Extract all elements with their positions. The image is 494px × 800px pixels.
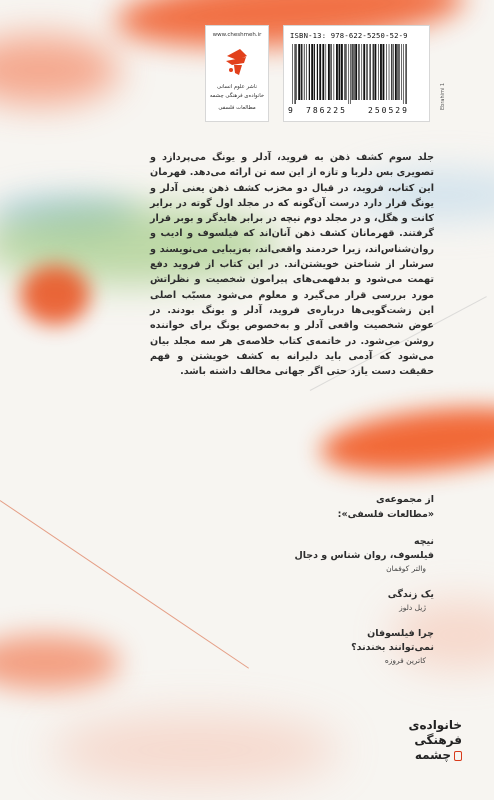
barcode-bar (366, 44, 367, 100)
series-heading: از مجموعه‌ی (375, 494, 434, 505)
book-author: ژیل دلوز (399, 603, 426, 612)
logo-line-3 (392, 748, 462, 763)
barcode-bar (386, 44, 387, 100)
barcode-bar (341, 44, 343, 100)
cultural-family-logo (392, 718, 462, 763)
book-subtitle: فیلسوف، روان شناس و دجال (294, 550, 434, 561)
publisher-series: مطالعات فلسفی (218, 105, 256, 111)
barcode-bar (296, 44, 297, 100)
barcode-bar (348, 44, 349, 104)
barcode-bar (378, 44, 379, 100)
barcode-bar (361, 44, 362, 100)
book-subtitle: نمی‌توانند بخندند؟ (351, 642, 434, 653)
book-description: جلد سوم کشف ذهن به فروید، آدلر و یونگ می‌پردازد و تصویری بس دلربا و تازه از این سه تن ارائه می‌دهد. قهرمان این کتاب، فروید، در قبال دو مخزب کشف ذهن یعنی آدلر و یونگ قرار دارد درست آن‌گونه که در مجلد اول گوته در برابر کانت و هگل، و در مجلد دوم نیچه در برابر هایدگر و بوبر قرار گرفتند. قهرمانان کشف ذهن آنان‌اند که فیلسوف و ادیب و روان‌شناس‌اند، زیرا خردمند واقعی‌اند، به‌زیبایی می‌نویسند و سرشار از شناختن خویشتن‌اند. در این کتاب از فروید دفع تهمت می‌شود و بدفهمی‌های پیرامون شخصیت و نظراتش مورد بررسی قرار می‌گیرد و معلوم می‌شود مسبّب اصلی این زشت‌گویی‌ها درباره‌ی فروید، آدلر و یونگ بودند. در عوض شخصیت واقعی آدلر و به‌خصوص یونگ برای خواننده روشن می‌شود. در خاتمه‌ی کتاب خلاصه‌ی هر سه مجلد بیان می‌شود که آدمی باید دلیرانه به کشف خویشتن و فهم حقیقت دست یازد حتی اگر جهانی مخالف داشته باشد. (150, 152, 434, 378)
series-book (214, 535, 434, 575)
barcode-bar (339, 44, 341, 100)
series-list (214, 492, 434, 667)
publisher-url[interactable]: www.cheshmeh.ir (212, 32, 262, 38)
barcode-bar (314, 44, 315, 100)
series-book (214, 588, 434, 614)
barcode-bar (336, 44, 338, 100)
barcode-bar (306, 44, 307, 100)
series-book (214, 627, 434, 667)
barcode-bar (405, 44, 406, 104)
barcode-bar (352, 44, 353, 100)
barcode-bar (325, 44, 326, 100)
brush-stroke-orange-mid (20, 265, 90, 325)
publisher-box (205, 25, 269, 122)
logo-mark-icon (454, 751, 462, 761)
barcode-bar (370, 44, 371, 100)
brush-stroke-orange-left-top (0, 35, 120, 105)
barcode-bars (292, 44, 420, 104)
barcode-bar (304, 44, 305, 100)
barcode-bar (403, 44, 404, 104)
brush-stroke-orange-bottom (0, 635, 120, 690)
barcode-bar (294, 44, 295, 104)
barcode-bar (334, 44, 335, 100)
barcode-bar (383, 44, 385, 100)
barcode-group-1: 786225 (306, 106, 347, 115)
barcode-bar (330, 44, 331, 100)
barcode-bar (380, 44, 382, 100)
barcode-bar (319, 44, 321, 100)
barcode-bar (358, 44, 359, 100)
barcode-bar (399, 44, 400, 100)
barcode-first-digit: 9 (288, 106, 293, 115)
logo-line-1: خانواده‌ی (408, 718, 462, 732)
barcode-bar (298, 44, 300, 100)
barcode-bar (311, 44, 313, 100)
book-author: کاترین فروزه (384, 656, 426, 665)
barcode-bar (401, 44, 402, 100)
spine-code-label: Ebrahimi 1 (440, 82, 446, 110)
barcode-box (283, 25, 430, 122)
barcode-bar (301, 44, 302, 100)
barcode-bar (391, 44, 392, 100)
barcode-bar (328, 44, 330, 100)
barcode-bar (355, 44, 357, 100)
barcode-bar (374, 44, 376, 100)
barcode-bar (345, 44, 346, 100)
barcode-bar (322, 44, 324, 100)
barcode-bar (353, 44, 354, 100)
barcode-bar (373, 44, 374, 100)
brush-stroke-orange-right (317, 398, 494, 482)
publisher-tagline: ناشر علوم انسانی (217, 84, 257, 90)
book-author: والتر کوفمان (386, 564, 426, 573)
brush-stroke-peach-bottom (50, 715, 340, 785)
barcode-bar (309, 44, 310, 100)
barcode-bar (393, 44, 394, 100)
publisher-name: خانواده‌ی فرهنگی چشمه (209, 93, 265, 99)
book-title: یک زندگی (387, 589, 434, 600)
logo-line-3-text: چشمه (414, 748, 451, 762)
barcode-bar (317, 44, 318, 100)
logo-line-2: فرهنگی (414, 733, 462, 747)
book-title: چرا فیلسوفان (367, 628, 434, 639)
barcode-bar (344, 44, 345, 100)
barcode-group-2: 250529 (368, 106, 409, 115)
barcode-bar (292, 44, 293, 104)
barcode-bar (395, 44, 397, 100)
barcode-bar (363, 44, 365, 100)
barcode-bar (350, 44, 351, 104)
barcode-bar (303, 44, 304, 100)
cheshmeh-logo-icon (220, 44, 254, 78)
book-title: نیچه (413, 536, 434, 547)
barcode-bar (389, 44, 390, 100)
barcode-bar (397, 44, 398, 100)
isbn-label: ISBN-13: 978-622-5250-52-9 (290, 31, 408, 40)
series-name: «مطالعات فلسفی»: (337, 509, 434, 520)
